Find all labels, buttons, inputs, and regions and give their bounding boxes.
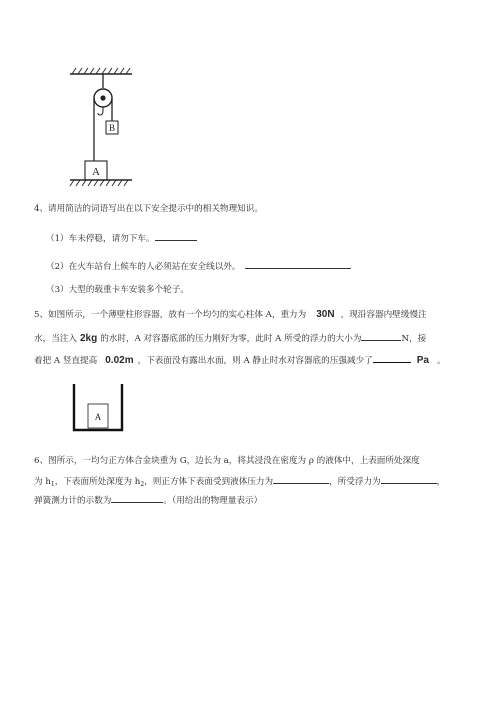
q4-item-3-text: （3）大型的载重卡车安装多个轮子。 xyxy=(46,285,189,295)
pulley-hub xyxy=(100,95,105,100)
q6-text-2e: ， xyxy=(436,477,446,487)
q4-stem: 4、请用简洁的词语写出在以下安全提示中的相关物理知识。 xyxy=(34,204,263,214)
q6-text-3b: 。（用给出的物理量表示） xyxy=(163,496,263,506)
q5-text-1a: 5、如图所示，一个薄壁柱形容器，放有一个均匀的实心柱体 A，重力为 xyxy=(34,310,307,320)
q5-blank-pressure[interactable] xyxy=(373,353,411,363)
q6-blank-bottom-force[interactable] xyxy=(273,474,329,484)
q4-item-2-text: （2）在火车站台上候车的人必须站在安全线以外。 xyxy=(46,262,241,272)
q5-mass: 2kg xyxy=(79,333,98,344)
q6-text-2c: ，则正方体下表面受到液体压力为 xyxy=(144,477,274,487)
q4-item-1-text: （1）车未停稳，请勿下车。 xyxy=(46,234,155,244)
q5-text-3a: 着把 A 竖直提高 xyxy=(34,356,98,366)
ground-hatch xyxy=(70,180,128,186)
q6-sub-1: 1 xyxy=(50,481,55,488)
q5-weight: 30N xyxy=(316,309,335,320)
q6-sub-2: 2 xyxy=(140,481,145,488)
q6-text-2a: 为 h xyxy=(34,477,51,487)
q6-line-3 xyxy=(34,493,262,507)
ceiling-hatch xyxy=(72,68,130,74)
q5-line-2 xyxy=(34,331,426,345)
q5-blank-buoyancy[interactable] xyxy=(361,331,401,341)
q6-line-2 xyxy=(34,474,445,491)
container-block-a-label: A xyxy=(94,412,102,422)
q4-item-1-blank[interactable] xyxy=(155,231,197,241)
q6-blank-scale-reading[interactable] xyxy=(111,493,163,503)
block-b-label: B xyxy=(108,123,116,133)
q4-item-1 xyxy=(46,231,197,245)
q4-item-2-blank[interactable] xyxy=(245,259,351,269)
q6-blank-buoyancy[interactable] xyxy=(381,474,437,484)
q6-text-2d: ，所受浮力为 xyxy=(329,477,381,487)
container-figure xyxy=(70,382,128,434)
q6-text-2b: ，下表面所处深度为 h xyxy=(54,477,141,487)
block-a-label: A xyxy=(92,166,100,178)
q5-line-1 xyxy=(34,309,427,321)
q5-text-2b: 的水时，A 对容器底部的压力刚好为零，此时 A 所受的浮力的大小为 xyxy=(100,334,362,344)
q4-item-2 xyxy=(46,259,351,273)
q5-text-2a: 水，当注入 xyxy=(34,334,77,344)
q5-text-1b: ，现沿容器内壁缓慢注 xyxy=(340,310,427,320)
q5-line-3 xyxy=(34,353,446,367)
q4-item-3 xyxy=(46,284,189,296)
q6-line-1: 6、图所示，一均匀正方体合金块重为 G，边长为 a，将其浸没在密度为 ρ 的液体中，上表面所处深度 xyxy=(34,456,420,466)
q5-text-3c: 。 xyxy=(436,356,446,366)
q5-height: 0.02m xyxy=(105,355,134,366)
pulley-hook xyxy=(98,107,103,115)
q5-text-3b: ，下表面没有露出水面，则 A 静止时水对容器底的压强减少了 xyxy=(137,356,373,366)
q5-unit: Pa xyxy=(416,355,429,366)
q6-text-3a: 弹簧测力计的示数为 xyxy=(34,496,112,506)
q5-text-2c: N，接 xyxy=(401,334,427,344)
pulley-figure xyxy=(66,66,136,190)
